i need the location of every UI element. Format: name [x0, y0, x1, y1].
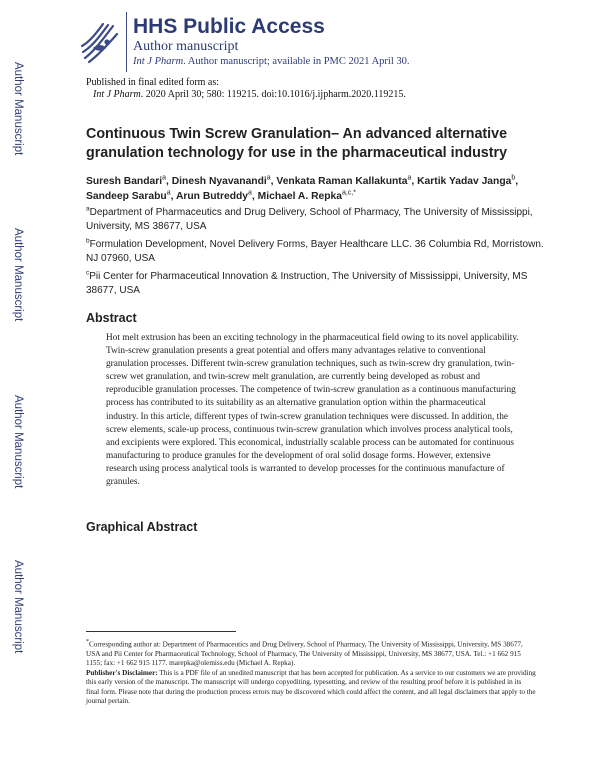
abstract-heading: Abstract [86, 311, 137, 325]
author-list [86, 174, 556, 204]
graphical-abstract-heading: Graphical Abstract [86, 520, 198, 534]
paper-title-line-1: Continuous Twin Screw Granulation– An advanced alternative [86, 126, 508, 142]
author-separator: , [515, 176, 519, 187]
sidebar-label-4: Author Manuscript [12, 560, 24, 654]
journal-availability-line [133, 55, 410, 69]
sidebar-label-1: Author Manuscript [12, 62, 24, 156]
author-affil-sup: a [166, 189, 171, 197]
affiliation-text: Department of Pharmaceutics and Drug Delivery, School of Pharmacy, The University of Mississippi, University, MS 38677, USA [86, 207, 533, 232]
author-separator: , [411, 176, 418, 187]
publisher-disclaimer [86, 669, 536, 707]
affiliation-text: Formulation Development, Novel Delivery Forms, Bayer Healthcare LLC. 36 Columbia Rd, Morristown. NJ 07960, USA [86, 239, 544, 264]
author-separator: , [251, 191, 258, 202]
hhs-logo [75, 12, 127, 72]
availability-note: . Author manuscript; available in PMC 2021 April 30. [183, 56, 410, 67]
author-name: Kartik Yadav Janga [417, 176, 512, 187]
affiliation-sup: a [86, 205, 90, 213]
affiliation-c [86, 270, 556, 298]
hhs-header [75, 12, 575, 72]
affiliation-sup: c [86, 269, 90, 277]
author-name: Dinesh Nyavanandi [171, 176, 267, 187]
author-name: Michael A. Repka [257, 191, 342, 202]
author-affil-sup: a [407, 174, 412, 182]
disclaimer-label: Publisher's Disclaimer: [86, 669, 158, 677]
affiliation-sup: b [86, 237, 90, 245]
hhs-public-access-title: HHS Public Access [133, 15, 325, 38]
author-separator: , [166, 176, 172, 187]
published-label: Published in final edited form as: [86, 77, 220, 88]
affiliation-b [86, 238, 556, 266]
sidebar-label-2: Author Manuscript [12, 228, 24, 322]
footnote-marker: * [86, 639, 89, 645]
journal-abbrev: Int J Pharm [133, 56, 184, 67]
publication-info [86, 77, 406, 101]
author-affil-sup: a [248, 189, 252, 197]
citation-line [86, 89, 406, 101]
corresponding-author-footnote [86, 638, 536, 669]
author-separator: , [170, 191, 176, 202]
author-affil-sup: b [511, 174, 516, 182]
footnote-divider [86, 631, 236, 632]
paper-title [86, 125, 546, 163]
author-separator: , [270, 176, 277, 187]
author-affil-sup: a [266, 174, 271, 182]
corresponding-author-text: Corresponding author at: Department of Pharmaceutics and Drug Delivery, School of Pharmacy, The University of Mississippi, University, MS 38677, USA and Pii Center for Pharmaceutical Technology, School of Pharmacy, The University of Mississippi, University, MS 38677, USA. Tel.: +1 662 915 1155; fax: +1 662 915 1177. marepka@olemiss.edu (Michael A. Repka). [86, 640, 523, 668]
paper-title-line-2: granulation technology for use in the pharmaceutical industry [86, 145, 508, 161]
abstract-body: Hot melt extrusion has been an exciting technology in the pharmaceutical field owing to its novel applicability. Twin-screw granulation presents a great potential and offers many advantages relative to conventional granulation processes. Different twin-screw granulation techniques, such as twin-screw dry granulation, twin-screw wet granulation, and twin-screw melt granulation, are currently being developed as robust and reproducible granulation processes. The competence of twin-screw granulation as a continuous manufacturing process has contributed to its suitability as an alternative granulation option within the pharmaceutical industry. In this article, different types of twin-screw granulation techniques were discussed. In addition, the screw elements, scale-up process, continuous twin-screw granulation which involves process analytical tools, and excipients were explored. This economical, industrially scalable process can be automated for continuous manufacturing to produce granules for the development of oral solid dosage forms. However, extensive research using process analytical tools is warranted to develop processes for the continuous manufacture of granules. [106, 333, 519, 488]
author-name: Suresh Bandari [86, 176, 163, 187]
author-affil-sup: a,c,* [341, 189, 356, 197]
affiliation-a [86, 206, 556, 234]
hhs-eagle-logo-icon [79, 18, 121, 66]
citation-details: . 2020 April 30; 580: 119215. doi:10.1016/j.ijpharm.2020.119215. [140, 89, 406, 100]
sidebar-label-3: Author Manuscript [12, 395, 24, 489]
disclaimer-text: This is a PDF file of an unedited manuscript that has been accepted for publication. As a service to our customers we are providing this early version of the manuscript. The manuscript will undergo copyediting, typesetting, and review of the resulting proof before it is published in its final form. Please note that during the production process errors may be discovered which could affect the content, and all legal disclaimers that apply to the journal pertain. [86, 669, 536, 706]
author-manuscript-label: Author manuscript [133, 39, 239, 54]
affiliation-text: Pii Center for Pharmaceutical Innovation & Instruction, The University of Mississippi, University, MS 38677, USA [86, 271, 528, 296]
author-affil-sup: a [162, 174, 167, 182]
author-name: Arun Butreddy [175, 191, 249, 202]
author-name: Sandeep Sarabu [86, 191, 167, 202]
author-name: Venkata Raman Kallakunta [276, 176, 408, 187]
citation-journal: Int J Pharm [93, 89, 141, 100]
